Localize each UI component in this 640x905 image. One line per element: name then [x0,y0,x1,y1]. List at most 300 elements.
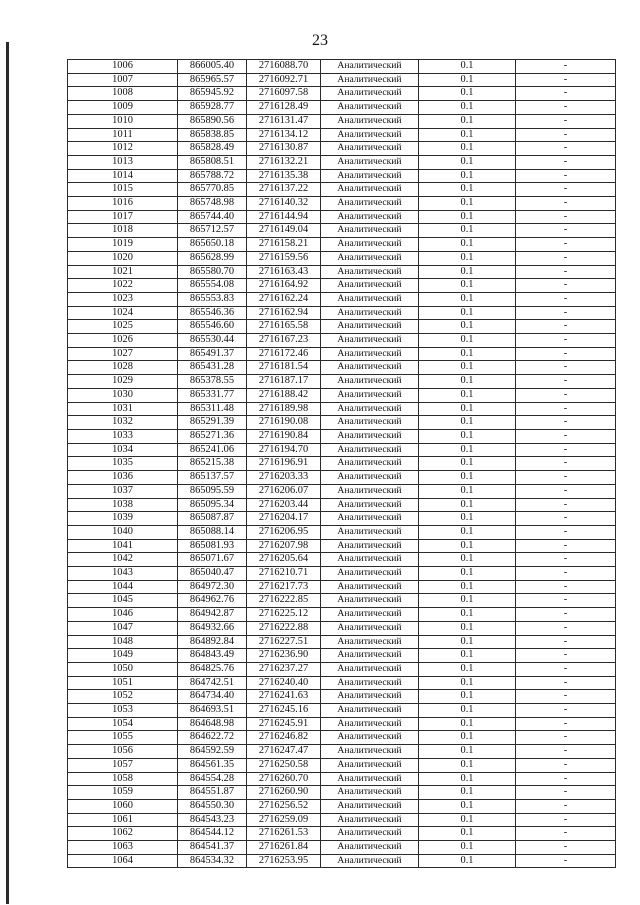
y-coordinate-cell: 2716135.38 [247,169,321,183]
accuracy-cell: 0.1 [419,238,516,252]
x-coordinate-cell: 864932.66 [178,621,247,635]
note-cell: - [516,155,616,169]
accuracy-cell: 0.1 [419,60,516,74]
point-number-cell: 1051 [68,676,178,690]
x-coordinate-cell: 865546.60 [178,320,247,334]
x-coordinate-cell: 864825.76 [178,662,247,676]
x-coordinate-cell: 864550.30 [178,799,247,813]
table-row [68,786,616,800]
note-cell: - [516,210,616,224]
y-coordinate-cell: 2716217.73 [247,580,321,594]
point-number-cell: 1030 [68,388,178,402]
point-number-cell: 1061 [68,813,178,827]
table-row [68,402,616,416]
point-number-cell: 1064 [68,854,178,868]
table-row [68,142,616,156]
x-coordinate-cell: 865095.34 [178,498,247,512]
method-cell: Аналитический [321,649,419,663]
method-cell: Аналитический [321,101,419,115]
point-number-cell: 1013 [68,155,178,169]
table-row [68,347,616,361]
accuracy-cell: 0.1 [419,553,516,567]
method-cell: Аналитический [321,128,419,142]
accuracy-cell: 0.1 [419,704,516,718]
note-cell: - [516,169,616,183]
accuracy-cell: 0.1 [419,539,516,553]
note-cell: - [516,704,616,718]
note-cell: - [516,101,616,115]
accuracy-cell: 0.1 [419,320,516,334]
method-cell: Аналитический [321,279,419,293]
x-coordinate-cell: 865744.40 [178,210,247,224]
x-coordinate-cell: 865554.08 [178,279,247,293]
y-coordinate-cell: 2716256.52 [247,799,321,813]
accuracy-cell: 0.1 [419,758,516,772]
accuracy-cell: 0.1 [419,608,516,622]
method-cell: Аналитический [321,224,419,238]
x-coordinate-cell: 865431.28 [178,361,247,375]
accuracy-cell: 0.1 [419,402,516,416]
accuracy-cell: 0.1 [419,731,516,745]
accuracy-cell: 0.1 [419,799,516,813]
note-cell: - [516,334,616,348]
coordinates-table-body [68,60,616,868]
y-coordinate-cell: 2716227.51 [247,635,321,649]
method-cell: Аналитический [321,498,419,512]
x-coordinate-cell: 864962.76 [178,594,247,608]
table-row [68,553,616,567]
point-number-cell: 1056 [68,745,178,759]
method-cell: Аналитический [321,827,419,841]
x-coordinate-cell: 864693.51 [178,704,247,718]
method-cell: Аналитический [321,594,419,608]
note-cell: - [516,375,616,389]
point-number-cell: 1011 [68,128,178,142]
page-number: 23 [312,32,328,49]
x-coordinate-cell: 865788.72 [178,169,247,183]
x-coordinate-cell: 864561.35 [178,758,247,772]
y-coordinate-cell: 2716162.94 [247,306,321,320]
table-row [68,251,616,265]
y-coordinate-cell: 2716158.21 [247,238,321,252]
method-cell: Аналитический [321,402,419,416]
note-cell: - [516,854,616,868]
accuracy-cell: 0.1 [419,827,516,841]
y-coordinate-cell: 2716222.85 [247,594,321,608]
x-coordinate-cell: 865530.44 [178,334,247,348]
x-coordinate-cell: 864742.51 [178,676,247,690]
point-number-cell: 1063 [68,841,178,855]
note-cell: - [516,717,616,731]
point-number-cell: 1058 [68,772,178,786]
table-row [68,320,616,334]
method-cell: Аналитический [321,690,419,704]
method-cell: Аналитический [321,608,419,622]
x-coordinate-cell: 865095.59 [178,484,247,498]
accuracy-cell: 0.1 [419,512,516,526]
accuracy-cell: 0.1 [419,676,516,690]
point-number-cell: 1052 [68,690,178,704]
point-number-cell: 1020 [68,251,178,265]
note-cell: - [516,320,616,334]
note-cell: - [516,662,616,676]
y-coordinate-cell: 2716196.91 [247,457,321,471]
accuracy-cell: 0.1 [419,73,516,87]
table-row [68,375,616,389]
point-number-cell: 1055 [68,731,178,745]
y-coordinate-cell: 2716167.23 [247,334,321,348]
note-cell: - [516,649,616,663]
table-row [68,854,616,868]
method-cell: Аналитический [321,621,419,635]
x-coordinate-cell: 865748.98 [178,197,247,211]
method-cell: Аналитический [321,745,419,759]
note-cell: - [516,457,616,471]
point-number-cell: 1007 [68,73,178,87]
method-cell: Аналитический [321,553,419,567]
note-cell: - [516,224,616,238]
point-number-cell: 1059 [68,786,178,800]
table-row [68,662,616,676]
x-coordinate-cell: 865087.87 [178,512,247,526]
point-number-cell: 1054 [68,717,178,731]
table-row [68,87,616,101]
table-row [68,717,616,731]
x-coordinate-cell: 865712.57 [178,224,247,238]
method-cell: Аналитический [321,334,419,348]
method-cell: Аналитический [321,567,419,581]
accuracy-cell: 0.1 [419,210,516,224]
y-coordinate-cell: 2716131.47 [247,114,321,128]
accuracy-cell: 0.1 [419,334,516,348]
note-cell: - [516,265,616,279]
x-coordinate-cell: 864551.87 [178,786,247,800]
accuracy-cell: 0.1 [419,224,516,238]
point-number-cell: 1031 [68,402,178,416]
note-cell: - [516,539,616,553]
y-coordinate-cell: 2716165.58 [247,320,321,334]
table-row [68,813,616,827]
point-number-cell: 1046 [68,608,178,622]
y-coordinate-cell: 2716205.64 [247,553,321,567]
table-row [68,197,616,211]
x-coordinate-cell: 864942.87 [178,608,247,622]
table-row [68,155,616,169]
y-coordinate-cell: 2716188.42 [247,388,321,402]
point-number-cell: 1039 [68,512,178,526]
method-cell: Аналитический [321,375,419,389]
x-coordinate-cell: 864892.84 [178,635,247,649]
x-coordinate-cell: 865546.36 [178,306,247,320]
table-row [68,594,616,608]
y-coordinate-cell: 2716190.08 [247,416,321,430]
note-cell: - [516,429,616,443]
y-coordinate-cell: 2716204.17 [247,512,321,526]
accuracy-cell: 0.1 [419,772,516,786]
method-cell: Аналитический [321,361,419,375]
table-row [68,484,616,498]
point-number-cell: 1008 [68,87,178,101]
accuracy-cell: 0.1 [419,471,516,485]
method-cell: Аналитический [321,238,419,252]
x-coordinate-cell: 864648.98 [178,717,247,731]
x-coordinate-cell: 865215.38 [178,457,247,471]
y-coordinate-cell: 2716236.90 [247,649,321,663]
accuracy-cell: 0.1 [419,649,516,663]
note-cell: - [516,238,616,252]
x-coordinate-cell: 864622.72 [178,731,247,745]
method-cell: Аналитический [321,265,419,279]
x-coordinate-cell: 864554.28 [178,772,247,786]
note-cell: - [516,128,616,142]
point-number-cell: 1047 [68,621,178,635]
note-cell: - [516,142,616,156]
table-row [68,512,616,526]
x-coordinate-cell: 865945.92 [178,87,247,101]
accuracy-cell: 0.1 [419,155,516,169]
note-cell: - [516,347,616,361]
x-coordinate-cell: 865628.99 [178,251,247,265]
y-coordinate-cell: 2716253.95 [247,854,321,868]
table-row [68,690,616,704]
table-row [68,539,616,553]
accuracy-cell: 0.1 [419,498,516,512]
accuracy-cell: 0.1 [419,841,516,855]
accuracy-cell: 0.1 [419,183,516,197]
x-coordinate-cell: 865071.67 [178,553,247,567]
accuracy-cell: 0.1 [419,87,516,101]
y-coordinate-cell: 2716237.27 [247,662,321,676]
note-cell: - [516,553,616,567]
method-cell: Аналитический [321,662,419,676]
accuracy-cell: 0.1 [419,128,516,142]
note-cell: - [516,621,616,635]
table-row [68,827,616,841]
method-cell: Аналитический [321,306,419,320]
y-coordinate-cell: 2716149.04 [247,224,321,238]
x-coordinate-cell: 865650.18 [178,238,247,252]
accuracy-cell: 0.1 [419,375,516,389]
table-row [68,334,616,348]
method-cell: Аналитический [321,484,419,498]
method-cell: Аналитический [321,429,419,443]
point-number-cell: 1049 [68,649,178,663]
table-row [68,224,616,238]
method-cell: Аналитический [321,320,419,334]
y-coordinate-cell: 2716260.90 [247,786,321,800]
method-cell: Аналитический [321,799,419,813]
note-cell: - [516,361,616,375]
table-row [68,621,616,635]
y-coordinate-cell: 2716245.91 [247,717,321,731]
method-cell: Аналитический [321,416,419,430]
note-cell: - [516,183,616,197]
y-coordinate-cell: 2716194.70 [247,443,321,457]
point-number-cell: 1033 [68,429,178,443]
note-cell: - [516,87,616,101]
x-coordinate-cell: 865137.57 [178,471,247,485]
y-coordinate-cell: 2716206.95 [247,525,321,539]
table-row [68,731,616,745]
x-coordinate-cell: 864843.49 [178,649,247,663]
accuracy-cell: 0.1 [419,361,516,375]
method-cell: Аналитический [321,155,419,169]
y-coordinate-cell: 2716140.32 [247,197,321,211]
accuracy-cell: 0.1 [419,142,516,156]
y-coordinate-cell: 2716181.54 [247,361,321,375]
method-cell: Аналитический [321,443,419,457]
accuracy-cell: 0.1 [419,745,516,759]
note-cell: - [516,580,616,594]
table-row [68,608,616,622]
x-coordinate-cell: 864972.30 [178,580,247,594]
note-cell: - [516,690,616,704]
table-row [68,416,616,430]
method-cell: Аналитический [321,87,419,101]
accuracy-cell: 0.1 [419,265,516,279]
method-cell: Аналитический [321,580,419,594]
accuracy-cell: 0.1 [419,114,516,128]
y-coordinate-cell: 2716159.56 [247,251,321,265]
x-coordinate-cell: 864541.37 [178,841,247,855]
point-number-cell: 1037 [68,484,178,498]
method-cell: Аналитический [321,210,419,224]
point-number-cell: 1034 [68,443,178,457]
note-cell: - [516,388,616,402]
point-number-cell: 1032 [68,416,178,430]
note-cell: - [516,402,616,416]
x-coordinate-cell: 865838.85 [178,128,247,142]
note-cell: - [516,251,616,265]
point-number-cell: 1006 [68,60,178,74]
point-number-cell: 1045 [68,594,178,608]
method-cell: Аналитический [321,676,419,690]
table-row [68,73,616,87]
point-number-cell: 1044 [68,580,178,594]
note-cell: - [516,279,616,293]
method-cell: Аналитический [321,114,419,128]
method-cell: Аналитический [321,183,419,197]
point-number-cell: 1021 [68,265,178,279]
note-cell: - [516,197,616,211]
x-coordinate-cell: 865331.77 [178,388,247,402]
x-coordinate-cell: 864534.32 [178,854,247,868]
x-coordinate-cell: 865291.39 [178,416,247,430]
binding-edge [6,42,9,904]
x-coordinate-cell: 864544.12 [178,827,247,841]
point-number-cell: 1017 [68,210,178,224]
note-cell: - [516,772,616,786]
method-cell: Аналитический [321,60,419,74]
accuracy-cell: 0.1 [419,813,516,827]
x-coordinate-cell: 865770.85 [178,183,247,197]
method-cell: Аналитический [321,142,419,156]
accuracy-cell: 0.1 [419,197,516,211]
accuracy-cell: 0.1 [419,251,516,265]
note-cell: - [516,416,616,430]
accuracy-cell: 0.1 [419,786,516,800]
point-number-cell: 1050 [68,662,178,676]
table-row [68,580,616,594]
note-cell: - [516,512,616,526]
accuracy-cell: 0.1 [419,854,516,868]
point-number-cell: 1022 [68,279,178,293]
x-coordinate-cell: 865040.47 [178,567,247,581]
note-cell: - [516,498,616,512]
point-number-cell: 1062 [68,827,178,841]
note-cell: - [516,443,616,457]
method-cell: Аналитический [321,292,419,306]
note-cell: - [516,60,616,74]
accuracy-cell: 0.1 [419,292,516,306]
table-row [68,169,616,183]
x-coordinate-cell: 865378.55 [178,375,247,389]
point-number-cell: 1036 [68,471,178,485]
y-coordinate-cell: 2716189.98 [247,402,321,416]
point-number-cell: 1060 [68,799,178,813]
table-row [68,676,616,690]
y-coordinate-cell: 2716203.33 [247,471,321,485]
method-cell: Аналитический [321,251,419,265]
point-number-cell: 1025 [68,320,178,334]
point-number-cell: 1012 [68,142,178,156]
method-cell: Аналитический [321,854,419,868]
point-number-cell: 1035 [68,457,178,471]
method-cell: Аналитический [321,525,419,539]
x-coordinate-cell: 865088.14 [178,525,247,539]
y-coordinate-cell: 2716225.12 [247,608,321,622]
table-row [68,388,616,402]
note-cell: - [516,567,616,581]
accuracy-cell: 0.1 [419,279,516,293]
table-row [68,114,616,128]
y-coordinate-cell: 2716247.47 [247,745,321,759]
note-cell: - [516,73,616,87]
method-cell: Аналитический [321,388,419,402]
method-cell: Аналитический [321,717,419,731]
y-coordinate-cell: 2716245.16 [247,704,321,718]
point-number-cell: 1009 [68,101,178,115]
y-coordinate-cell: 2716207.98 [247,539,321,553]
method-cell: Аналитический [321,539,419,553]
point-number-cell: 1018 [68,224,178,238]
x-coordinate-cell: 865311.48 [178,402,247,416]
y-coordinate-cell: 2716241.63 [247,690,321,704]
y-coordinate-cell: 2716260.70 [247,772,321,786]
y-coordinate-cell: 2716088.70 [247,60,321,74]
y-coordinate-cell: 2716128.49 [247,101,321,115]
accuracy-cell: 0.1 [419,388,516,402]
table-row [68,525,616,539]
point-number-cell: 1040 [68,525,178,539]
accuracy-cell: 0.1 [419,429,516,443]
x-coordinate-cell: 865890.56 [178,114,247,128]
note-cell: - [516,306,616,320]
accuracy-cell: 0.1 [419,416,516,430]
table-row [68,238,616,252]
point-number-cell: 1053 [68,704,178,718]
table-row [68,183,616,197]
point-number-cell: 1014 [68,169,178,183]
table-row [68,745,616,759]
y-coordinate-cell: 2716092.71 [247,73,321,87]
table-row [68,457,616,471]
accuracy-cell: 0.1 [419,101,516,115]
point-number-cell: 1015 [68,183,178,197]
accuracy-cell: 0.1 [419,662,516,676]
point-number-cell: 1010 [68,114,178,128]
y-coordinate-cell: 2716206.07 [247,484,321,498]
